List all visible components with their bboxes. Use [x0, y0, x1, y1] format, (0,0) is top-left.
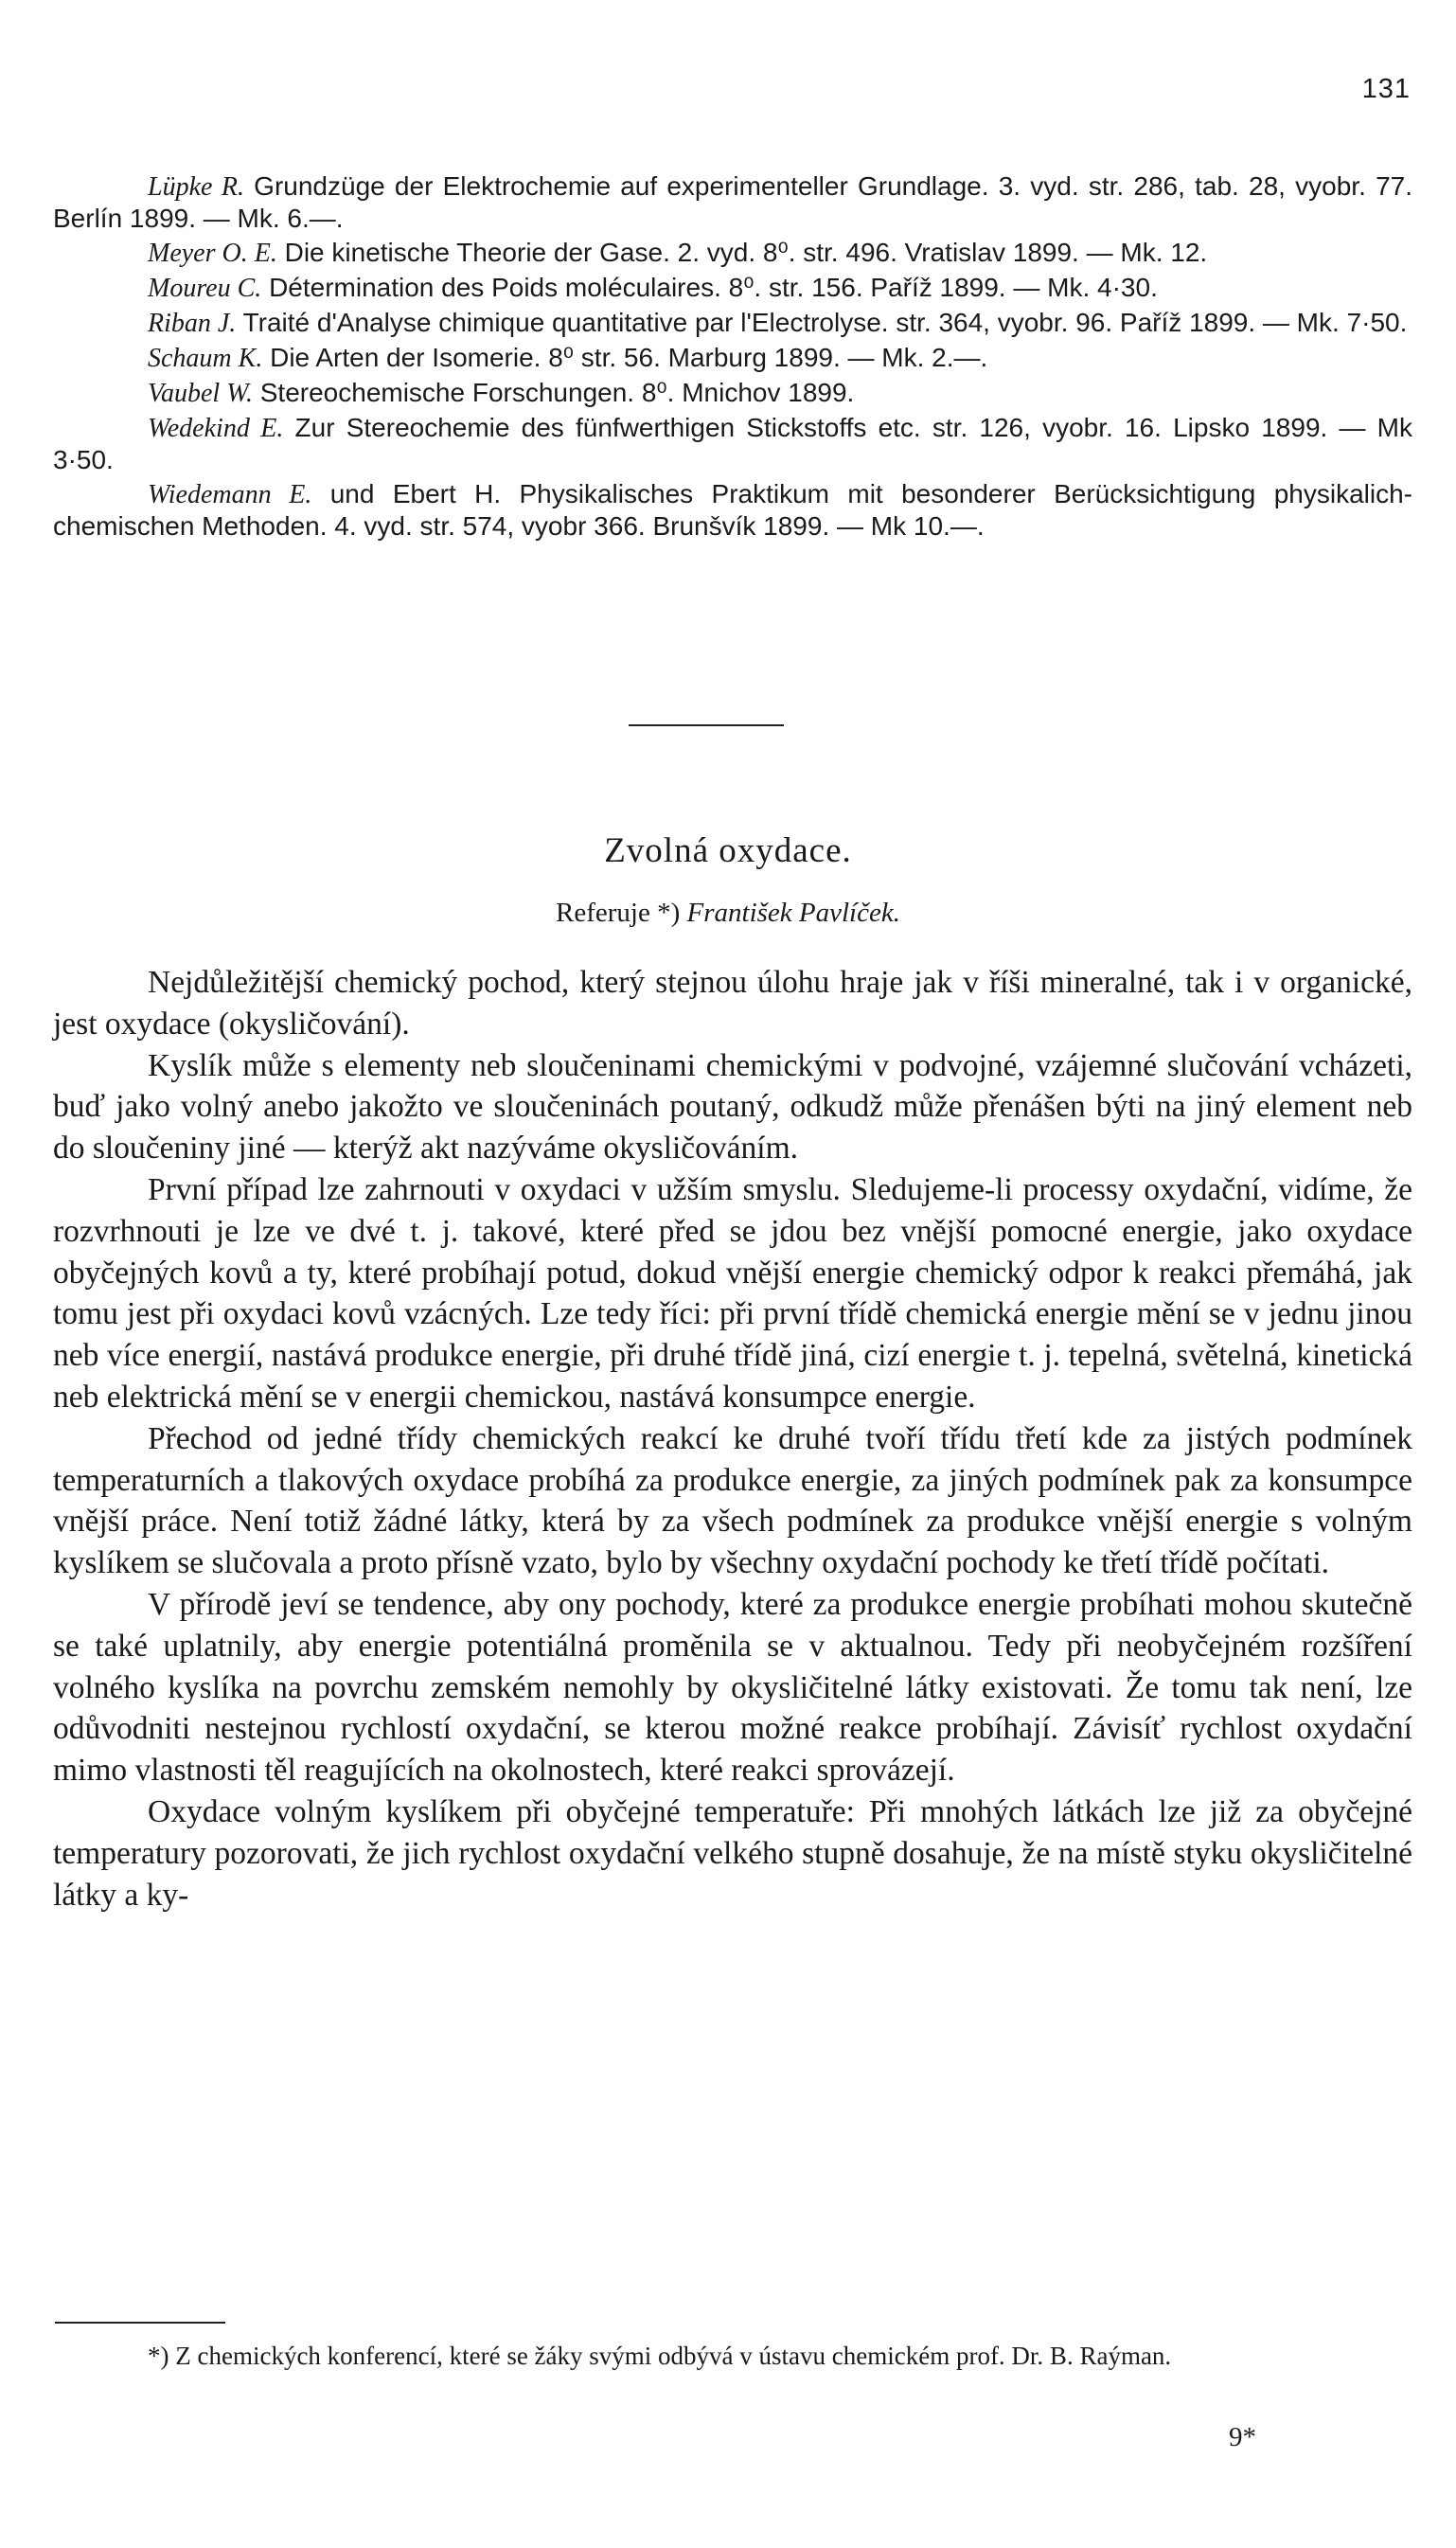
reference-list [53, 170, 1412, 544]
body-paragraph: Oxydace volným kyslíkem při obyčejné temperatuře: Při mnohých látkách lze již za obyčejné temperatury pozorovati, že jich rychlost oxydační velkého stupně dosahuje, že na místě styku okysličitelné látky a ky- [53, 1793, 1412, 1913]
reference-text: Die kinetische Theorie der Gase. 2. vyd. 8⁰. str. 496. Vratislav 1899. — Mk. 12. [276, 238, 1208, 267]
byline-author: František Pavlíček. [686, 898, 900, 928]
reference-item [53, 412, 1412, 475]
reference-author: Wedekind E. [148, 414, 284, 443]
body-paragraph: V přírodě jeví se tendence, aby ony pochody, které za produkce energie probíhati mohou skutečně se také uplatnily, aby energie potentiálná proměnila se v aktualnou. Tedy při neobyčejném rozšíření volného kyslíka na povrchu zemském nemohly by okysličitelné látky existovati. Že tomu tak není, lze odůvodniti nestejnou rychlostí oxydační, se kterou možné reakce probíhají. Závisíť rychlost oxydační mimo vlastnosti těl reagujících na okolnostech, které reakci sprovázejí. [53, 1586, 1412, 1789]
body-paragraph: První případ lze zahrnouti v oxydaci v užším smyslu. Sledujeme-li processy oxydační, vidíme, že rozvrhnouti je lze ve dvé t. j. takové, které před se jdou bez vnější pomocné energie, jako oxydace obyčejných kovů a ty, které probíhají potud, dokud vnější energie chemický odpor k reakci přemáhá, jak tomu jest při oxydaci kovů vzácných. Lze tedy říci: při první třídě chemická energie mění se v jednu jinou neb více energií, nastává produkce energie, při druhé třídě jiná, cizí energie t. j. tepelná, světelná, kinetická neb elektrická mění se v energii chemickou, nastává konsumpce energie. [53, 1171, 1412, 1415]
body-paragraph: Nejdůležitější chemický pochod, který stejnou úlohu hraje jak v říši mineralné, tak i v organické, jest oxydace (okysličování). [53, 965, 1412, 1042]
reference-text: Die Arten der Isomerie. 8⁰ str. 56. Marburg 1899. — Mk. 2.—. [262, 343, 988, 372]
reference-item [53, 342, 1412, 374]
reference-text: Grundzüge der Elektrochemie auf experimenteller Grundlage. 3. vyd. str. 286, tab. 28, vyobr. 77. Berlín 1899. — Mk. 6.—. [53, 171, 1413, 233]
byline-prefix: Referuje *) [556, 898, 681, 928]
reference-author: Meyer O. E. [148, 239, 277, 268]
page-number: 131 [1361, 74, 1411, 104]
reference-item [53, 478, 1412, 542]
reference-author: Schaum K. [148, 344, 263, 373]
reference-author: Wiedemann E. [148, 480, 312, 509]
reference-item [53, 307, 1412, 339]
article-byline [0, 898, 1456, 929]
reference-item [53, 272, 1412, 304]
section-divider [629, 724, 784, 726]
reference-item [53, 237, 1412, 269]
reference-author: Riban J. [148, 309, 237, 338]
footnote-divider [55, 2322, 225, 2324]
body-paragraph: Kyslík může s elementy neb sloučeninami chemickými v podvojné, vzájemné slučování vcházeti, buď jako volný anebo jakožto ve sloučeninách poutaný, odkudž může přenášen býti na jiný element neb do sloučeniny jiné — kterýž akt nazýváme okysličováním. [53, 1047, 1412, 1167]
reference-text: Traité d'Analyse chimique quantitative par l'Electrolyse. str. 364, vyobr. 96. Paříž 1899. — Mk. 7·50. [236, 308, 1408, 337]
reference-author: Moureu C. [148, 274, 262, 303]
reference-text: und Ebert H. Physikalisches Praktikum mit besonderer Berücksichtigung physikalich-chemischen Methoden. 4. vyd. str. 574, vyobr 366. Brunšvík 1899. — Mk 10.—. [53, 479, 1412, 541]
reference-text: Zur Stereochemie des fünfwerthigen Stickstoffs etc. str. 126, vyobr. 16. Lipsko 1899. — Mk 3·50. [53, 413, 1412, 474]
body-paragraph: Přechod od jedné třídy chemických reakcí ke druhé tvoří třídu třetí kde za jistých podmínek temperaturních a tlakových oxydace probíhá za produkce energie, za jiných podmínek pak za konsumpce vnější práce. Není totiž žádné látky, která by za všech podmínek za produkce vnější energie s volným kyslíkem se slučovala a proto přísně vzato, bylo by všechny oxydační pochody ke třetí třídě počítati. [53, 1420, 1412, 1581]
article-title: Zvolná oxydace. [604, 831, 852, 870]
reference-item [53, 170, 1412, 234]
article-body [53, 962, 1412, 1915]
reference-author: Vaubel W. [148, 379, 253, 408]
footnote: *) Z chemických konferencí, které se žáky svými odbývá v ústavu chemickém prof. Dr. B. Raýman. [148, 2342, 1172, 2370]
printer-signature: 9* [1229, 2422, 1256, 2452]
reference-author: Lüpke R. [148, 172, 244, 202]
reference-item [53, 377, 1412, 409]
reference-text: Stereochemische Forschungen. 8⁰. Mnichov 1899. [252, 378, 855, 407]
reference-text: Détermination des Poids moléculaires. 8⁰. str. 156. Paříž 1899. — Mk. 4·30. [261, 273, 1158, 302]
